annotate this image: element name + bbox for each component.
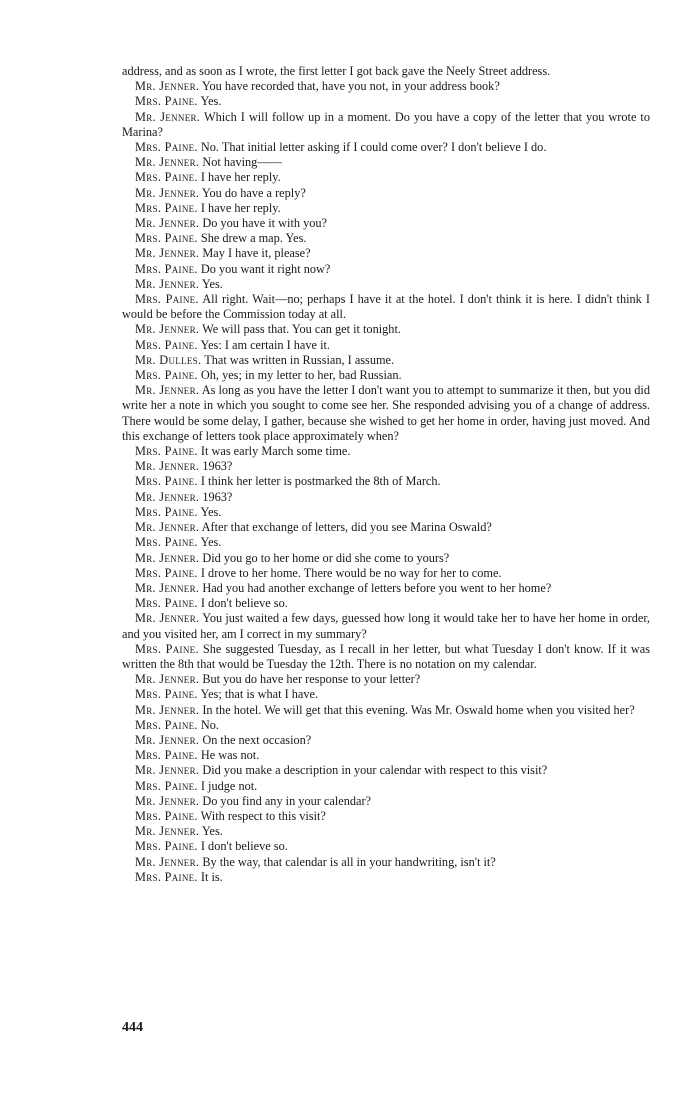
speech-text: I drove to her home. There would be no way for her to come. — [200, 565, 502, 580]
speech-text: May I have it, please? — [202, 246, 311, 261]
speech-text: 1963? — [202, 459, 233, 474]
speech-text: But you do have her response to your letter? — [202, 672, 421, 687]
speaker-label: Mr. Jenner. — [135, 763, 200, 778]
speech-text: Do you find any in your calendar? — [202, 793, 372, 808]
speaker-label: Mrs. Paine. — [135, 292, 199, 307]
speech-text: Did you make a description in your calendar with respect to this visit? — [202, 763, 548, 778]
dialogue-paragraph — [122, 611, 650, 641]
speaker-label: Mrs. Paine. — [135, 140, 198, 155]
speaker-label: Mrs. Paine. — [135, 200, 198, 215]
dialogue-paragraph — [122, 444, 650, 459]
speech-text: He was not. — [200, 748, 260, 763]
speech-text: It is. — [200, 869, 223, 884]
speech-text: No. — [200, 717, 219, 732]
speaker-label: Mr. Jenner. — [135, 185, 200, 200]
speech-text: No. That initial letter asking if I could come over? I don't believe I do. — [200, 140, 547, 155]
speaker-label: Mrs. Paine. — [135, 337, 198, 352]
speech-text: I have her reply. — [200, 200, 281, 215]
dialogue-paragraph — [122, 794, 650, 809]
speaker-label: Mrs. Paine. — [135, 748, 198, 763]
speech-text: Yes. — [200, 535, 222, 550]
speech-text: Yes. — [201, 276, 223, 291]
page-number: 444 — [122, 1020, 143, 1035]
testimony-text — [122, 64, 650, 885]
speaker-label: Mr. Jenner. — [135, 79, 200, 94]
dialogue-paragraph — [122, 505, 650, 520]
speaker-label: Mrs. Paine. — [135, 778, 198, 793]
speech-text: I have her reply. — [200, 170, 281, 185]
speech-text: I think her letter is postmarked the 8th of March. — [200, 474, 441, 489]
speaker-label: Mr. Jenner. — [135, 824, 200, 839]
speech-text: On the next occasion? — [202, 732, 312, 747]
speech-text: As long as you have the letter I don't want you to attempt to summarize it then, but you did write her a note in which you sought to come see her. She responded advising you of a change of address. There would be some delay, I gather, because she wished to get her home in order, having just moved. And this exchange of letters took place approximately when? — [122, 383, 650, 443]
dialogue-paragraph — [122, 155, 650, 170]
dialogue-paragraph — [122, 748, 650, 763]
speaker-label: Mr. Jenner. — [135, 611, 200, 626]
speech-text: That was written in Russian, I assume. — [204, 352, 395, 367]
speaker-label: Mr. Jenner. — [135, 383, 200, 398]
speaker-label: Mrs. Paine. — [135, 368, 198, 383]
speaker-label: Mrs. Paine. — [135, 170, 198, 185]
dialogue-paragraph — [122, 262, 650, 277]
speaker-label: Mrs. Paine. — [135, 565, 198, 580]
speech-text: You do have a reply? — [201, 185, 306, 200]
speaker-label: Mrs. Paine. — [135, 808, 198, 823]
dialogue-paragraph — [122, 596, 650, 611]
speech-text: Had you had another exchange of letters before you went to her home? — [202, 580, 552, 595]
speaker-label: Mr. Jenner. — [135, 246, 200, 261]
dialogue-paragraph — [122, 809, 650, 824]
dialogue-paragraph — [122, 383, 650, 444]
speaker-label: Mrs. Paine. — [135, 839, 198, 854]
speaker-label: Mrs. Paine. — [135, 231, 198, 246]
speaker-label: Mr. Jenner. — [135, 520, 200, 535]
speaker-label: Mr. Jenner. — [135, 732, 200, 747]
dialogue-paragraph — [122, 566, 650, 581]
speaker-label: Mrs. Paine. — [135, 869, 198, 884]
speech-text: 1963? — [202, 489, 233, 504]
speech-text: All right. Wait—no; perhaps I have it at the hotel. I don't think it is here. I didn't think I would be before the Commission today at all. — [122, 292, 650, 322]
speech-text: Yes. — [201, 824, 223, 839]
dialogue-paragraph — [122, 535, 650, 550]
speech-text: You just waited a few days, guessed how long it would take her to have her home in order, and you visited her, am I correct in my summary? — [122, 611, 650, 641]
speaker-label: Mr. Jenner. — [135, 489, 200, 504]
dialogue-paragraph — [122, 855, 650, 870]
speaker-label: Mr. Jenner. — [135, 854, 200, 869]
speaker-label: Mr. Jenner. — [135, 216, 200, 231]
dialogue-paragraph — [122, 170, 650, 185]
dialogue-paragraph — [122, 322, 650, 337]
dialogue-paragraph — [122, 763, 650, 778]
dialogue-paragraph — [122, 733, 650, 748]
speaker-label: Mr. Jenner. — [135, 550, 200, 565]
speaker-label: Mr. Jenner. — [135, 276, 200, 291]
speaker-label: Mr. Jenner. — [135, 322, 200, 337]
speaker-label: Mrs. Paine. — [135, 641, 199, 656]
speech-text: By the way, that calendar is all in your handwriting, isn't it? — [202, 854, 496, 869]
speaker-label: Mrs. Paine. — [135, 504, 198, 519]
speaker-label: Mr. Jenner. — [135, 702, 200, 717]
speech-text: Yes: I am certain I have it. — [200, 337, 330, 352]
speech-text: I judge not. — [200, 778, 258, 793]
speech-text: In the hotel. We will get that this evening. Was Mr. Oswald home when you visited her? — [202, 702, 635, 717]
dialogue-paragraph — [122, 718, 650, 733]
speaker-label: Mr. Jenner. — [135, 672, 200, 687]
speaker-label: Mrs. Paine. — [135, 474, 198, 489]
dialogue-paragraph — [122, 581, 650, 596]
speaker-label: Mrs. Paine. — [135, 94, 198, 109]
dialogue-paragraph — [122, 110, 650, 140]
speaker-label: Mr. Dulles. — [135, 352, 202, 367]
speaker-label: Mr. Jenner. — [135, 793, 200, 808]
speech-text: After that exchange of letters, did you see Marina Oswald? — [201, 520, 492, 535]
dialogue-paragraph — [122, 231, 650, 246]
dialogue-paragraph — [122, 687, 650, 702]
speech-text: Which I will follow up in a moment. Do you have a copy of the letter that you wrote to Marina? — [122, 109, 650, 139]
speech-text: Do you want it right now? — [200, 261, 331, 276]
opening-paragraph: address, and as soon as I wrote, the first letter I got back gave the Neely Street address. — [122, 64, 551, 78]
speech-text: Not having—— — [202, 155, 282, 170]
speaker-label: Mrs. Paine. — [135, 444, 198, 459]
dialogue-paragraph — [122, 520, 650, 535]
dialogue-list — [122, 79, 650, 885]
speech-text: Yes; that is what I have. — [200, 687, 319, 702]
dialogue-paragraph — [122, 140, 650, 155]
dialogue-paragraph — [122, 338, 650, 353]
dialogue-paragraph — [122, 246, 650, 261]
speech-text: She suggested Tuesday, as I recall in her letter, but what Tuesday I don't know. If it was written the 8th that would be Tuesday the 12th. There is no notation on my calendar. — [122, 641, 650, 671]
speech-text: She drew a map. Yes. — [200, 231, 307, 246]
speaker-label: Mrs. Paine. — [135, 535, 198, 550]
dialogue-paragraph — [122, 642, 650, 672]
dialogue-paragraph — [122, 870, 650, 885]
dialogue-paragraph — [122, 353, 650, 368]
speaker-label: Mrs. Paine. — [135, 596, 198, 611]
dialogue-paragraph — [122, 839, 650, 854]
speech-text: Do you have it with you? — [202, 216, 327, 231]
dialogue-paragraph — [122, 368, 650, 383]
dialogue-paragraph — [122, 79, 650, 94]
dialogue-paragraph — [122, 672, 650, 687]
dialogue-paragraph — [122, 779, 650, 794]
dialogue-paragraph — [122, 216, 650, 231]
dialogue-paragraph — [122, 474, 650, 489]
speech-text: It was early March some time. — [200, 444, 351, 459]
dialogue-paragraph — [122, 277, 650, 292]
dialogue-paragraph — [122, 292, 650, 322]
dialogue-paragraph — [122, 824, 650, 839]
speech-text: I don't believe so. — [200, 596, 288, 611]
speech-text: Did you go to her home or did she come to yours? — [202, 550, 450, 565]
speaker-label: Mr. Jenner. — [135, 155, 200, 170]
speech-text: With respect to this visit? — [200, 808, 326, 823]
dialogue-paragraph — [122, 94, 650, 109]
speaker-label: Mrs. Paine. — [135, 687, 198, 702]
speaker-label: Mr. Jenner. — [135, 109, 201, 124]
speech-text: We will pass that. You can get it tonight. — [202, 322, 401, 337]
speaker-label: Mrs. Paine. — [135, 261, 198, 276]
dialogue-paragraph — [122, 551, 650, 566]
dialogue-paragraph — [122, 703, 650, 718]
speech-text: Yes. — [200, 94, 222, 109]
speech-text: I don't believe so. — [200, 839, 288, 854]
speaker-label: Mrs. Paine. — [135, 717, 198, 732]
dialogue-paragraph — [122, 459, 650, 474]
dialogue-paragraph — [122, 201, 650, 216]
speech-text: Oh, yes; in my letter to her, bad Russian. — [200, 368, 402, 383]
dialogue-paragraph — [122, 490, 650, 505]
speech-text: You have recorded that, have you not, in your address book? — [201, 79, 500, 94]
dialogue-paragraph — [122, 186, 650, 201]
speech-text: Yes. — [200, 504, 222, 519]
speaker-label: Mr. Jenner. — [135, 459, 200, 474]
speaker-label: Mr. Jenner. — [135, 580, 200, 595]
